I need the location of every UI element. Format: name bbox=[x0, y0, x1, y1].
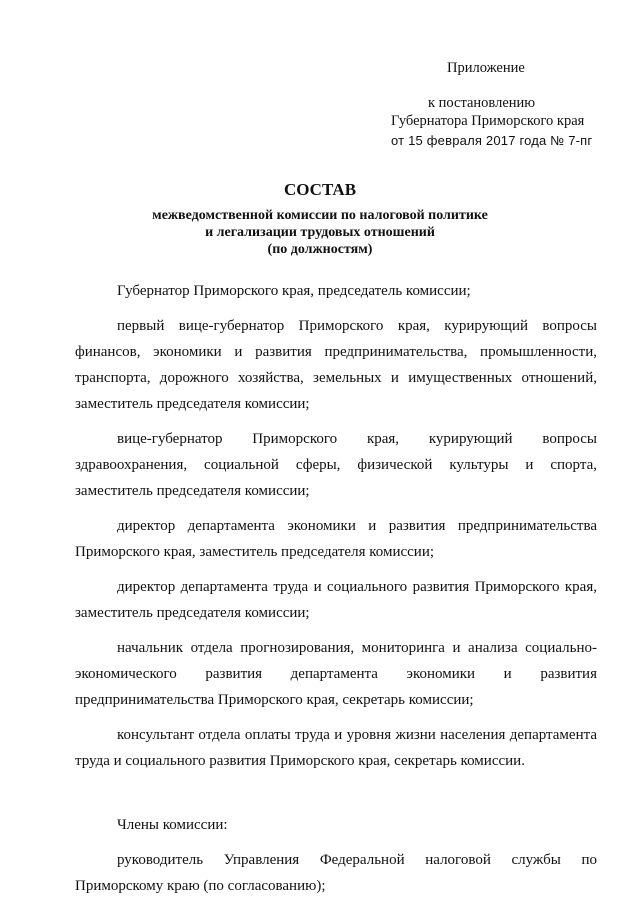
members-label: Члены комиссии: bbox=[117, 817, 228, 834]
body-paragraph: Губернатор Приморского края, председатель комиссии; bbox=[117, 283, 471, 299]
body-paragraph: консультант отдела оплаты труда и уровня жизни населения департамента труда и социального развития Приморского края, секретарь комиссии. bbox=[75, 727, 597, 770]
body-paragraph: первый вице-губернатор Приморского края, курирующий вопросы финансов, экономики и развития предпринимательства, промышленности, транспорта, дорожного хозяйства, земельных и имущественных отношений, заместитель председателя комиссии; bbox=[75, 317, 597, 413]
document-subtitle-line1: межведомственной комиссии по налоговой политике bbox=[152, 208, 488, 223]
appendix-line-governor: Губернатора Приморского края bbox=[391, 113, 585, 129]
document-subtitle-line3: (по должностям) bbox=[267, 242, 373, 257]
document-body bbox=[75, 278, 597, 908]
document-subtitle-line2: и легализации трудовых отношений bbox=[205, 225, 435, 240]
body-paragraph: начальник отдела прогнозирования, мониторинга и анализа социально-экономического развития департамента экономики и развития предпринимательства Приморского края, секретарь комиссии; bbox=[75, 639, 597, 709]
appendix-line-decree: к постановлению bbox=[428, 95, 536, 111]
member-item: руководитель Управления Федеральной налоговой службы по Приморскому краю (по согласованию); bbox=[75, 852, 597, 895]
body-paragraph: директор департамента труда и социального развития Приморского края, заместитель председателя комиссии; bbox=[75, 579, 597, 622]
document-title: СОСТАВ bbox=[283, 180, 357, 199]
body-paragraph: вице-губернатор Приморского края, курирующий вопросы здравоохранения, социальной сферы, физической культуры и спорта, заместитель председателя комиссии; bbox=[75, 431, 597, 500]
appendix-title: Приложение bbox=[447, 60, 525, 76]
appendix-line-date: от 15 февраля 2017 года № 7-пг bbox=[391, 133, 593, 148]
body-paragraph: директор департамента экономики и развития предпринимательства Приморского края, заместитель председателя комиссии; bbox=[75, 518, 597, 561]
